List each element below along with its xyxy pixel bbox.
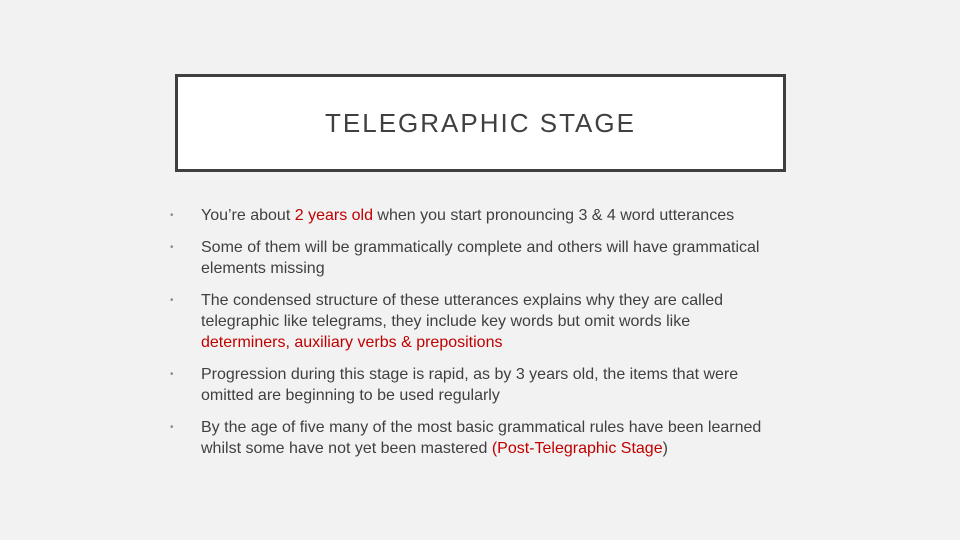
text-run: By the age of five many of the most basic grammatical rules have been learned whilst some have not yet been mastered xyxy=(201,419,762,457)
bullet-item xyxy=(166,237,766,279)
bullet-icon: • xyxy=(170,422,174,433)
bullet-icon: • xyxy=(170,295,174,306)
bullet-item xyxy=(166,205,766,226)
bullet-text xyxy=(201,237,766,279)
text-run: Some of them will be grammatically complete and others will have grammatical elements missing xyxy=(201,239,760,277)
text-run: ) xyxy=(662,440,668,457)
bullet-icon: • xyxy=(170,210,174,221)
bullet-item xyxy=(166,290,766,353)
bullet-text xyxy=(201,417,766,459)
highlight-text: 2 years old xyxy=(294,207,373,224)
highlight-text: (Post-Telegraphic Stage xyxy=(491,440,663,457)
bullet-icon: • xyxy=(170,369,174,380)
text-run: Progression during this stage is rapid, as by 3 years old, the items that were omitted are beginning to be used regularly xyxy=(201,366,739,404)
bullet-item xyxy=(166,364,766,406)
bullet-item xyxy=(166,417,766,459)
highlight-text: determiners, auxiliary verbs & prepositions xyxy=(201,334,503,351)
text-run: when you start pronouncing 3 & 4 word utterances xyxy=(372,207,735,224)
bullet-text xyxy=(201,290,766,353)
bullet-text xyxy=(201,205,766,226)
slide-title: TELEGRAPHIC STAGE xyxy=(325,107,636,138)
bullet-text xyxy=(201,364,766,406)
bullet-list xyxy=(166,205,766,470)
bullet-icon: • xyxy=(170,242,174,253)
text-run: The condensed structure of these utterances explains why they are called telegraphic like telegrams, they include key words but omit words like xyxy=(201,292,724,330)
text-run: You’re about xyxy=(201,207,295,224)
title-box xyxy=(175,74,786,172)
